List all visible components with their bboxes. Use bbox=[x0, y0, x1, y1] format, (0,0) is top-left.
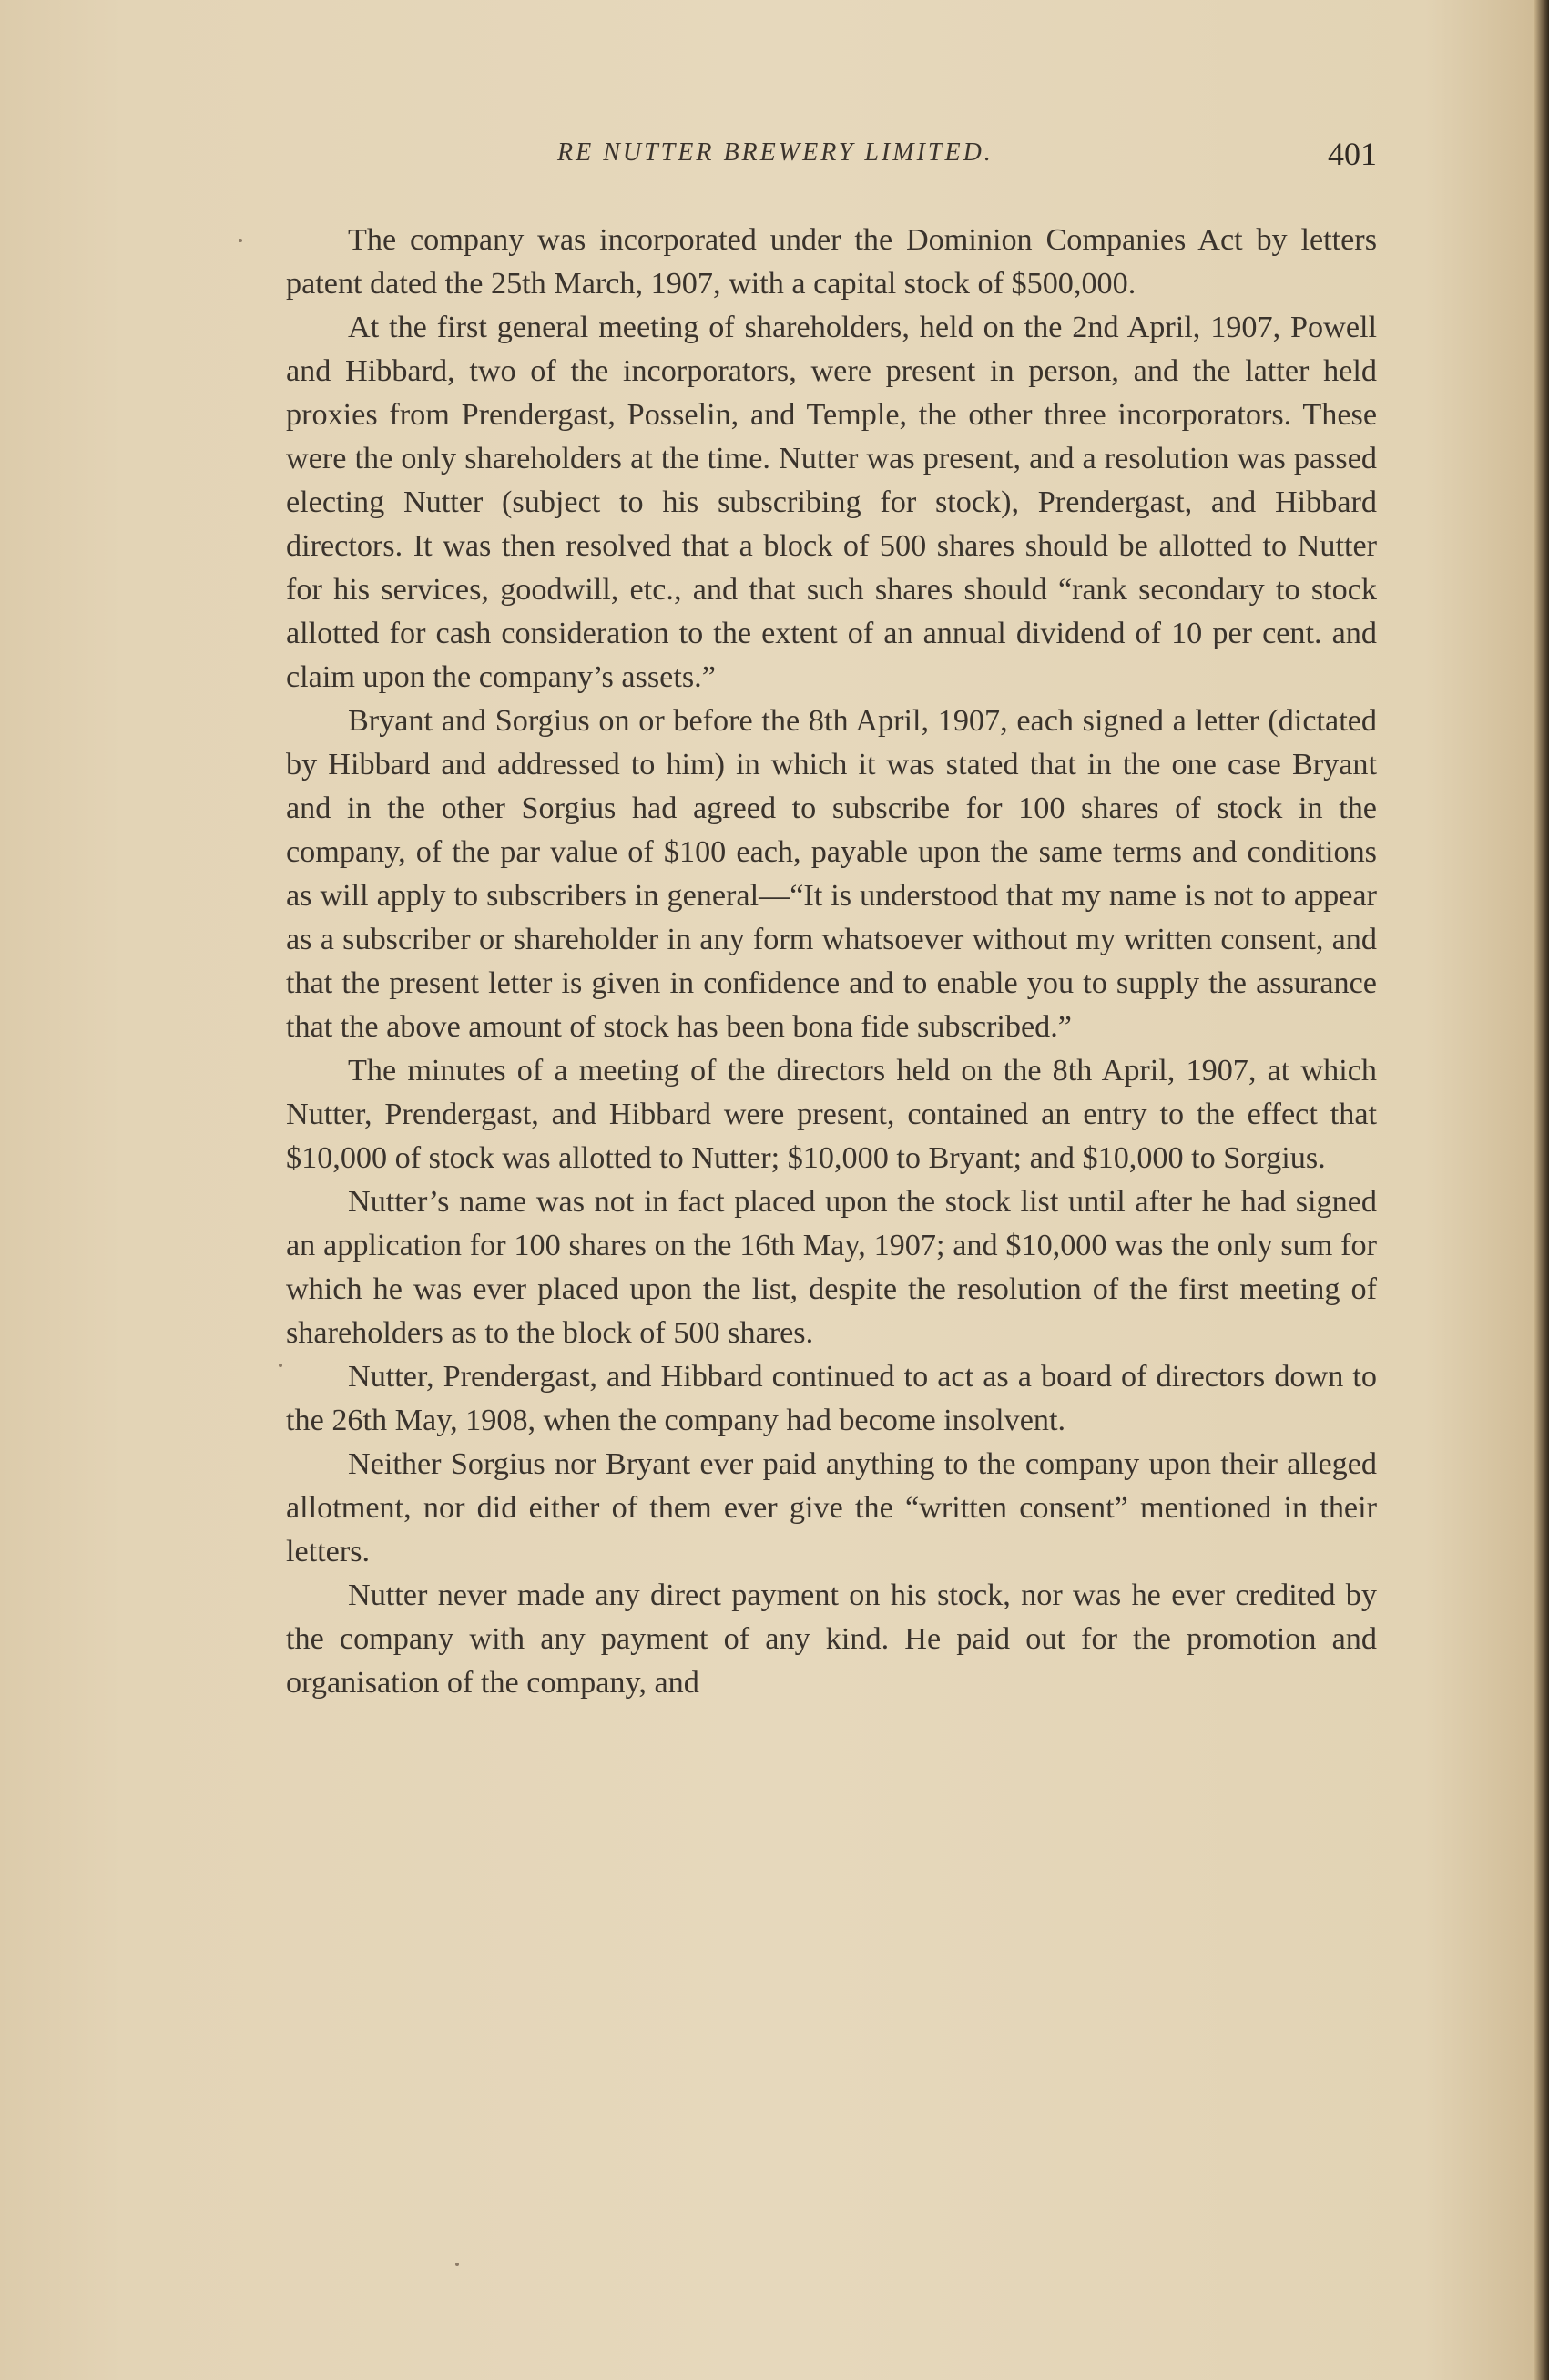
page-number: 401 bbox=[1328, 136, 1377, 172]
page-header bbox=[284, 135, 1377, 180]
paper-speck bbox=[455, 2263, 459, 2266]
running-head: RE NUTTER BREWERY LIMITED. bbox=[557, 138, 994, 167]
paragraph-5: Nutter’s name was not in fact placed upon the stock list until after he had signed an application for 100 shares on the 16th May, 1907; and $10,000 was the only sum for which he was ever placed upon the list, despite the resolution of the first meeting of shareholders as to the block of 500 shares. bbox=[286, 1185, 1377, 1350]
paragraph-4: The minutes of a meeting of the directors held on the 8th April, 1907, at which Nutter, Prendergast, and Hibbard were present, contained an entry to the effect that $10,000 of stock was allotted to Nutter; $10,000 to Bryant; and $10,000 to Sorgius. bbox=[286, 1054, 1377, 1175]
paper-speck bbox=[279, 1364, 282, 1367]
paragraph-1: The company was incorporated under the Dominion Companies Act by letters patent dated the 25th March, 1907, with a capital stock of $500,000. bbox=[286, 223, 1377, 301]
paragraph-2: At the first general meeting of shareholders, held on the 2nd April, 1907, Powell and Hibbard, two of the incorporators, were present in person, and the latter held proxies from Prendergast, Posselin, and Temple, the other three incorporators. These were the only shareholders at the time. Nutter was present, and a resolution was passed electing Nutter (subject to his subscribing for stock), Prendergast, and Hibbard directors. It was then resolved that a block of 500 shares should be allotted to Nutter for his services, goodwill, etc., and that such shares should “rank secondary to stock allotted for cash consideration to the extent of an annual dividend of 10 per cent. and claim upon the company’s assets.” bbox=[286, 311, 1377, 694]
paper-speck bbox=[239, 239, 242, 242]
page-binding-edge bbox=[1534, 0, 1549, 2380]
paragraph-8: Nutter never made any direct payment on his stock, nor was he ever credited by the company with any payment of any kind. He paid out for the promotion and organisation of the company, and bbox=[286, 1578, 1377, 1700]
body-text bbox=[286, 219, 1377, 1705]
paragraph-6: Nutter, Prendergast, and Hibbard continued to act as a board of directors down to the 26th May, 1908, when the company had become insolvent. bbox=[286, 1360, 1377, 1437]
paragraph-7: Neither Sorgius nor Bryant ever paid anything to the company upon their alleged allotment, nor did either of them ever give the “written consent” mentioned in their letters. bbox=[286, 1447, 1377, 1568]
paragraph-3: Bryant and Sorgius on or before the 8th April, 1907, each signed a letter (dictated by Hibbard and addressed to him) in which it was stated that in the one case Bryant and in the other Sorgius had agreed to subscribe for 100 shares of stock in the company, of the par value of $100 each, payable upon the same terms and conditions as will apply to subscribers in general—“It is understood that my name is not to appear as a subscriber or shareholder in any form whatsoever without my written consent, and that the present letter is given in confidence and to enable you to supply the assurance that the above amount of stock has been bona fide subscribed.” bbox=[286, 704, 1377, 1044]
